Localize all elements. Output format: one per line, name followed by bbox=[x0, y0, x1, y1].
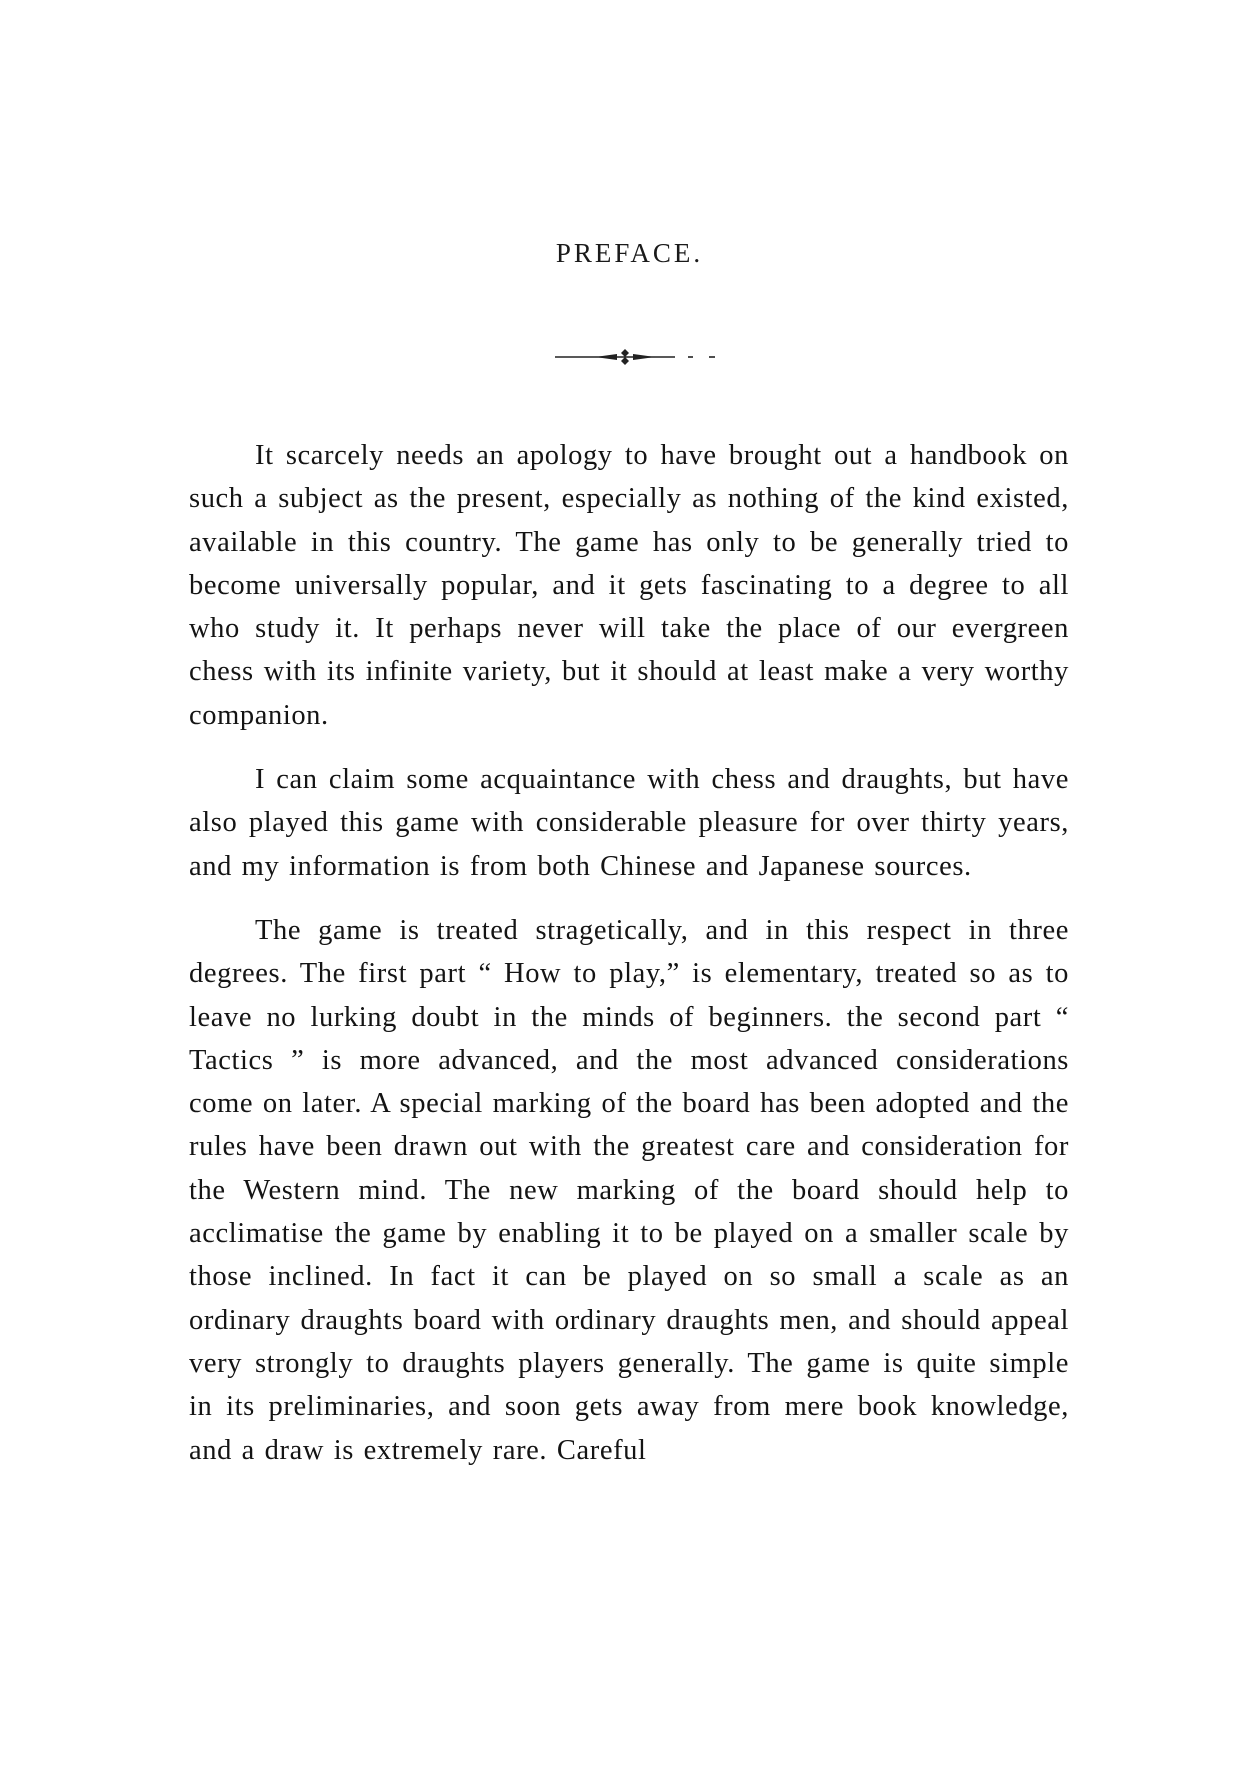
ornament-divider-icon bbox=[555, 346, 755, 368]
page-title: PREFACE. bbox=[555, 238, 704, 268]
paragraph-1: It scarcely needs an apology to have brought out a handbook on such a subject as the present, especially as nothing of the kind existed, available in this country. The game has only to be generally tried to become universally popular, and it gets fascinating to a degree to all who study it. It perhaps never will take the place of our evergreen chess with its infinite variety, but it should at least make a very worthy companion. bbox=[189, 440, 1069, 731]
preface-body bbox=[189, 434, 1069, 1493]
paragraph-2: I can claim some acquaintance with chess and draughts, but have also played this game with considerable pleasure for over thirty years, and my information is from both Chinese and Japanese sources. bbox=[189, 764, 1069, 882]
paragraph-3: The game is treated stragetically, and in this respect in three degrees. The first part “ How to play,” is elementary, treated so as to leave no lurking doubt in the minds of beginners. the second part “ Tactics ” is more advanced, and the most advanced considerations come on later. A special marking of the board has been adopted and the rules have been drawn out with the greatest care and consideration for the Western mind. The new marking of the board should help to acclimatise the game by enabling it to be played on a smaller scale by those inclined. In fact it can be played on so small a scale as an ordinary draughts board with ordinary draughts men, and should appeal very strongly to draughts players generally. The game is quite simple in its preliminaries, and soon gets away from mere book knowledge, and a draw is extremely rare. Careful bbox=[189, 914, 1069, 1466]
